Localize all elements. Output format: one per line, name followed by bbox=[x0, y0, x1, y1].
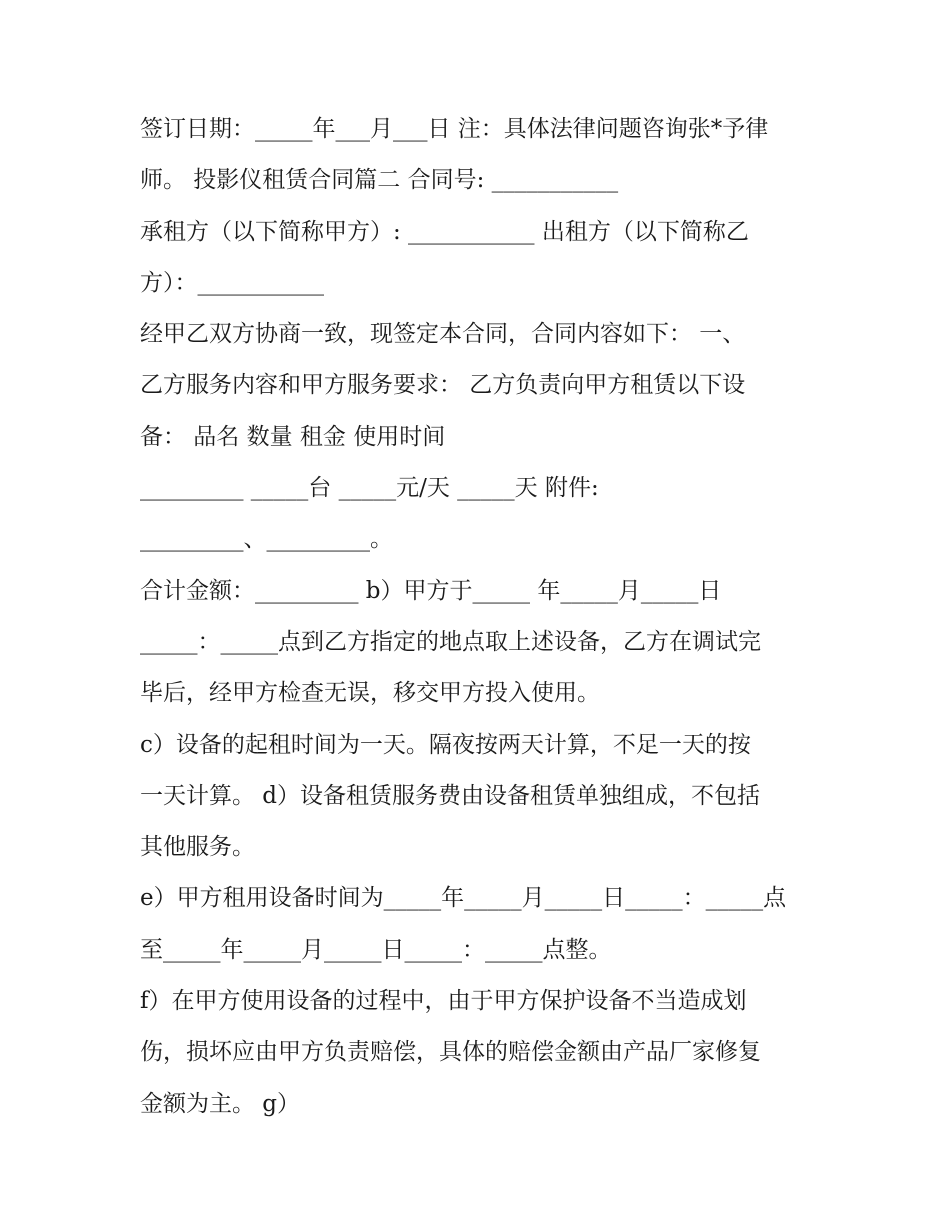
text-line-7: 备： 品名 数量 租金 使用时间 bbox=[140, 423, 446, 450]
text-line-3: 承租方（以下简称甲方）: ___________ 出租方（以下简称乙 bbox=[140, 218, 749, 245]
text-line-12: 毕后，经甲方检查无误，移交甲方投入使用。 bbox=[140, 680, 600, 707]
text-line-4: 方）：___________ bbox=[140, 269, 324, 296]
text-line-17: 至_____年_____月_____日_____：_____点整。 bbox=[140, 936, 612, 963]
text-line-16: e）甲方租用设备时间为_____年_____月_____日_____：_____点 bbox=[140, 885, 787, 912]
text-line-10: 合计金额：_________ b）甲方于_____ 年_____月_____日 bbox=[140, 577, 722, 604]
text-line-8: _________ _____台 _____元/天 _____天 附件: bbox=[140, 475, 599, 502]
text-line-18: f）在甲方使用设备的过程中，由于甲方保护设备不当造成划 bbox=[140, 988, 747, 1015]
text-line-15: 其他服务。 bbox=[140, 834, 255, 861]
text-line-6: 乙方服务内容和甲方服务要求： 乙方负责向甲方租赁以下设 bbox=[140, 372, 746, 399]
text-line-1: 签订日期：_____年___月___日 注：具体法律问题咨询张*予律 bbox=[140, 116, 769, 142]
text-line-13: c）设备的起租时间为一天。隔夜按两天计算，不足一天的按 bbox=[140, 731, 751, 758]
text-line-20: 金额为主。 g） bbox=[140, 1090, 301, 1117]
text-line-14: 一天计算。 d）设备租赁服务费由设备租赁单独组成，不包括 bbox=[140, 782, 761, 809]
text-line-9: _________、_________。 bbox=[140, 526, 393, 553]
text-line-11: _____：_____点到乙方指定的地点取上述设备，乙方在调试完 bbox=[140, 628, 761, 655]
text-line-5: 经甲乙双方协商一致，现签定本合同，合同内容如下： 一、 bbox=[140, 321, 746, 348]
text-line-19: 伤，损坏应由甲方负责赔偿，具体的赔偿金额由产品厂家修复 bbox=[140, 1039, 761, 1066]
text-line-2: 师。 投影仪租赁合同篇二 合同号: ___________ bbox=[140, 167, 619, 194]
contract-text bbox=[140, 104, 820, 1130]
